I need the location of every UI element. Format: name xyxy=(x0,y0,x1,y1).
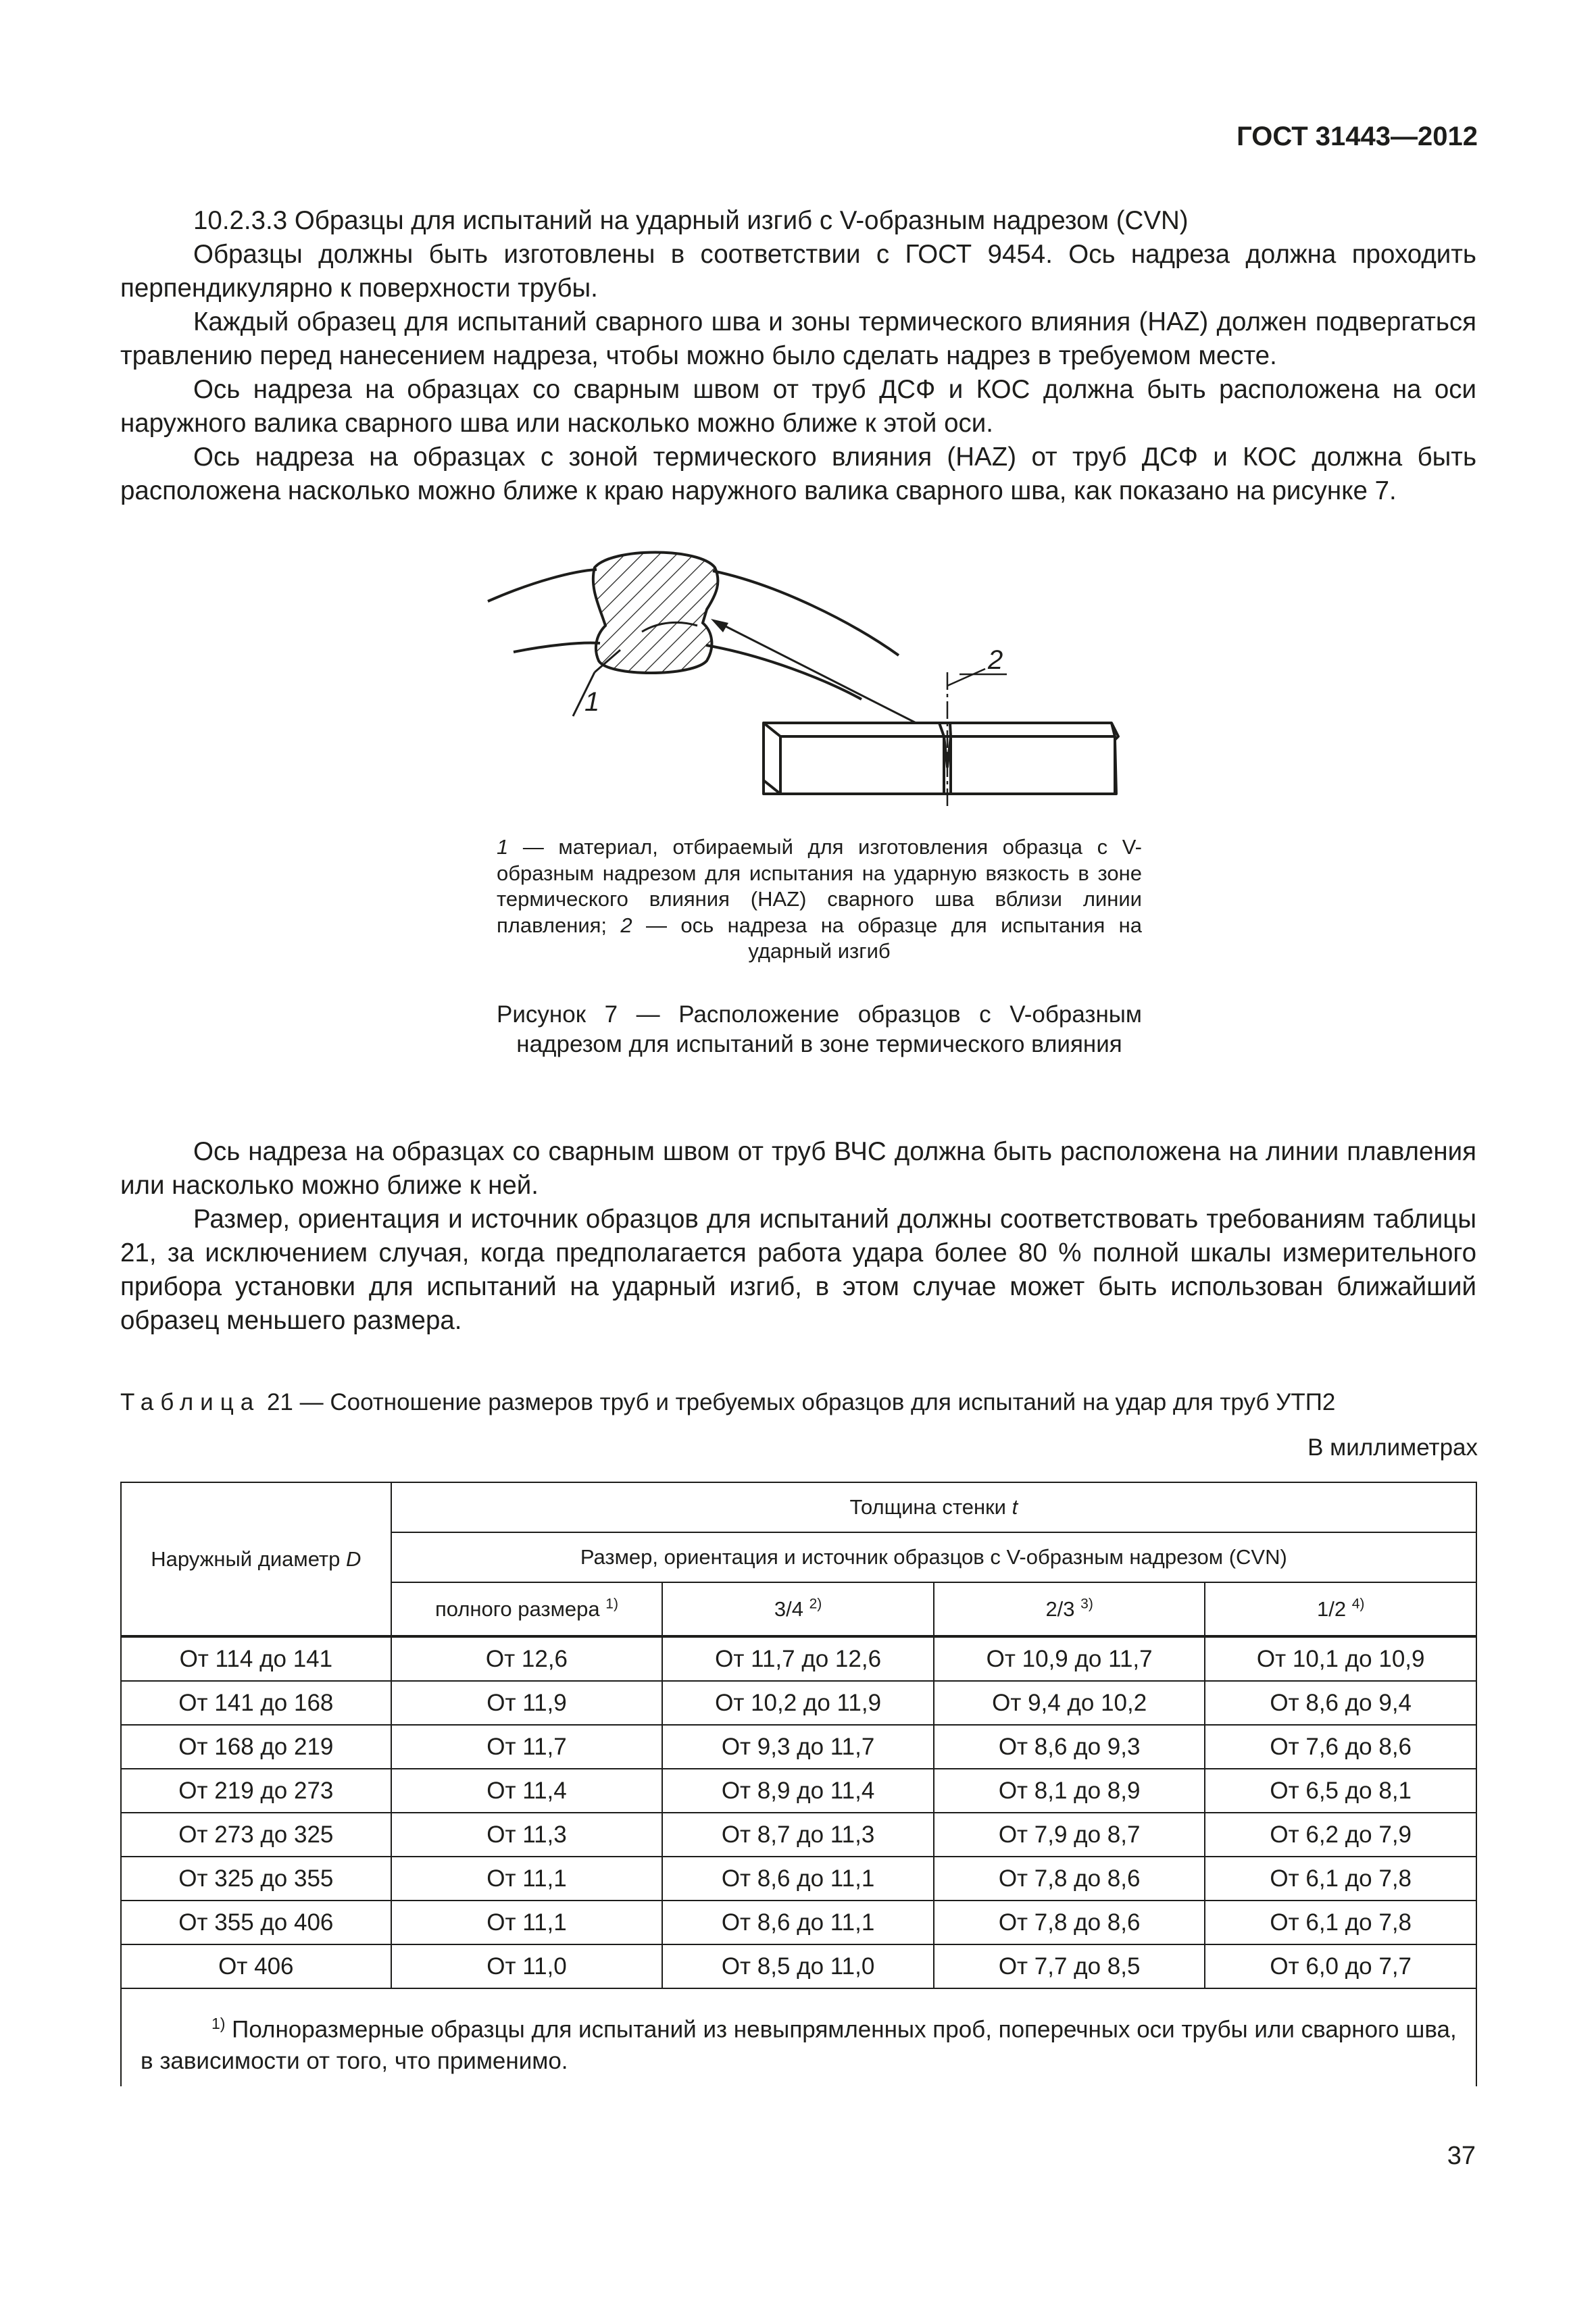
header-specimen-size: Размер, ориентация и источник образцов с V-образным надрезом (CVN) xyxy=(391,1532,1476,1582)
table-row xyxy=(121,1901,1476,1944)
paragraph: Ось надреза на образцах со сварным швом от труб ВЧС должна быть расположена на линии плавления или насколько можно ближе к ней. xyxy=(120,1137,1476,1200)
table-cell: От 325 до 355 xyxy=(121,1857,391,1901)
table-cell: От 406 xyxy=(121,1944,391,1988)
table-cell: От 8,1 до 8,9 xyxy=(934,1769,1205,1813)
document-id: ГОСТ 31443—2012 xyxy=(1237,122,1478,151)
table-cell: От 11,7 до 12,6 xyxy=(662,1636,934,1681)
legend-number-2: 2 xyxy=(620,913,632,937)
table-cell: От 10,9 до 11,7 xyxy=(934,1636,1205,1681)
figure-label-1: 1 xyxy=(584,687,600,717)
table-cell: От 7,7 до 8,5 xyxy=(934,1944,1205,1988)
table-row xyxy=(121,1857,1476,1901)
table-row xyxy=(121,1636,1476,1681)
table-cell: От 6,0 до 7,7 xyxy=(1205,1944,1476,1988)
table-cell: От 11,1 xyxy=(391,1857,663,1901)
paragraph: Размер, ориентация и источник образцов для испытаний должны соответствовать требованиям таблицы 21, за исключением случая, когда предполагается работа удара более 80 % полной шкалы измерительного прибора установки для испытаний на ударный изгиб, в этом случае может быть использован ближайший образец меньшего размера. xyxy=(120,1205,1476,1335)
paragraphs-top xyxy=(120,204,1476,508)
header-outer-diameter: Наружный диаметр D xyxy=(121,1482,391,1636)
table-row xyxy=(121,1681,1476,1725)
table-cell: От 6,2 до 7,9 xyxy=(1205,1813,1476,1857)
table-cell: От 12,6 xyxy=(391,1636,663,1681)
table-cell: От 355 до 406 xyxy=(121,1901,391,1944)
table-cell: От 9,3 до 11,7 xyxy=(662,1725,934,1769)
header-wall-thickness: Толщина стенки t xyxy=(391,1482,1476,1532)
table-cell: От 11,1 xyxy=(391,1901,663,1944)
page-number: 37 xyxy=(1447,2142,1476,2170)
table-row xyxy=(121,1769,1476,1813)
paragraph: Образцы должны быть изготовлены в соответствии с ГОСТ 9454. Ось надреза должна проходить перпендикулярно к поверхности трубы. xyxy=(120,240,1476,303)
table-cell: От 11,0 xyxy=(391,1944,663,1988)
table-cell: От 273 до 325 xyxy=(121,1813,391,1857)
table-cell: От 8,9 до 11,4 xyxy=(662,1769,934,1813)
table-cell: От 9,4 до 10,2 xyxy=(934,1681,1205,1725)
footnote-mark: 1) xyxy=(211,2015,226,2032)
header-size-2-3: 2/3 $^{3)}$ xyxy=(934,1582,1205,1636)
header-size-3-4: 3/4 $^{2)}$ xyxy=(662,1582,934,1636)
header-size-1-2: 1/2 $^{4)}$ xyxy=(1205,1582,1476,1636)
legend-text-1: — материал, отбираемый для изготовления образца с V-образным надрезом для испытания на ударную вязкость в зоне термического влияния (HAZ) сварного шва вблизи линии плавления; xyxy=(497,835,1142,937)
table-cell: От 11,7 xyxy=(391,1725,663,1769)
table-cell: От 11,9 xyxy=(391,1681,663,1725)
table-cell: От 8,6 до 11,1 xyxy=(662,1901,934,1944)
table-row xyxy=(121,1725,1476,1769)
table-cell: От 168 до 219 xyxy=(121,1725,391,1769)
legend-number-1: 1 xyxy=(497,835,509,859)
figure-caption: Рисунок 7 — Расположение образцов с V-образным надрезом для испытаний в зоне термического влияния xyxy=(497,1001,1142,1057)
table-cell: От 7,9 до 8,7 xyxy=(934,1813,1205,1857)
table-cell: От 7,8 до 8,6 xyxy=(934,1901,1205,1944)
table-units: В миллиметрах xyxy=(1307,1434,1478,1461)
table-cell: От 114 до 141 xyxy=(121,1636,391,1681)
table-cell: От 8,6 до 9,4 xyxy=(1205,1681,1476,1725)
table-cell: От 8,7 до 11,3 xyxy=(662,1813,934,1857)
footnote-text: Полноразмерные образцы для испытаний из невыпрямленных проб, поперечных оси трубы или сварного шва, в зависимости от того, что применимо. xyxy=(141,2016,1457,2074)
table-row xyxy=(121,1944,1476,1988)
paragraph: Ось надреза на образцах с зоной термического влияния (HAZ) от труб ДСФ и КОС должна быть расположена насколько можно ближе к краю наружного валика сварного шва, как показано на рисунке 7. xyxy=(120,443,1476,505)
table-title xyxy=(120,1387,1476,1418)
table-footnote xyxy=(121,1988,1476,2086)
table-cell: От 6,1 до 7,8 xyxy=(1205,1857,1476,1901)
paragraph: Каждый образец для испытаний сварного шва и зоны термического влияния (HAZ) должен подвергаться травлению перед нанесением надреза, чтобы можно было сделать надрез в требуемом месте. xyxy=(120,307,1476,370)
table-cell: От 6,1 до 7,8 xyxy=(1205,1901,1476,1944)
table-cell: От 10,2 до 11,9 xyxy=(662,1681,934,1725)
table-title-prefix: Таблица xyxy=(120,1389,261,1415)
table-title-text: 21 — Соотношение размеров труб и требуемых образцов для испытаний на удар для труб УТП2 xyxy=(260,1389,1336,1415)
header-size-full: полного размера $^{1)}$ xyxy=(391,1582,663,1636)
legend-text-2: — ось надреза на образце для испытания на ударный изгиб xyxy=(632,913,1142,963)
table-cell: От 11,4 xyxy=(391,1769,663,1813)
weld-seam xyxy=(581,540,730,682)
specimen-bar xyxy=(764,723,1118,794)
weld-specimen-figure xyxy=(473,534,1149,831)
table-cell: От 7,6 до 8,6 xyxy=(1205,1725,1476,1769)
table-cell: От 8,6 до 9,3 xyxy=(934,1725,1205,1769)
paragraph: Ось надреза на образцах со сварным швом от труб ДСФ и КОС должна быть расположена на оси наружного валика сварного шва или насколько можно ближе к этой оси. xyxy=(120,375,1476,438)
figure-legend xyxy=(497,834,1142,965)
table-cell: От 219 до 273 xyxy=(121,1769,391,1813)
data-table xyxy=(120,1482,1477,2086)
table-cell: От 7,8 до 8,6 xyxy=(934,1857,1205,1901)
table-cell: От 141 до 168 xyxy=(121,1681,391,1725)
table-cell: От 11,3 xyxy=(391,1813,663,1857)
figure-label-2: 2 xyxy=(988,645,1003,675)
table-cell: От 10,1 до 10,9 xyxy=(1205,1636,1476,1681)
table-row xyxy=(121,1813,1476,1857)
section-heading: 10.2.3.3 Образцы для испытаний на ударный изгиб с V-образным надрезом (CVN) xyxy=(193,206,1189,235)
table-cell: От 6,5 до 8,1 xyxy=(1205,1769,1476,1813)
paragraphs-bottom xyxy=(120,1135,1476,1338)
table-cell: От 8,6 до 11,1 xyxy=(662,1857,934,1901)
table-cell: От 8,5 до 11,0 xyxy=(662,1944,934,1988)
